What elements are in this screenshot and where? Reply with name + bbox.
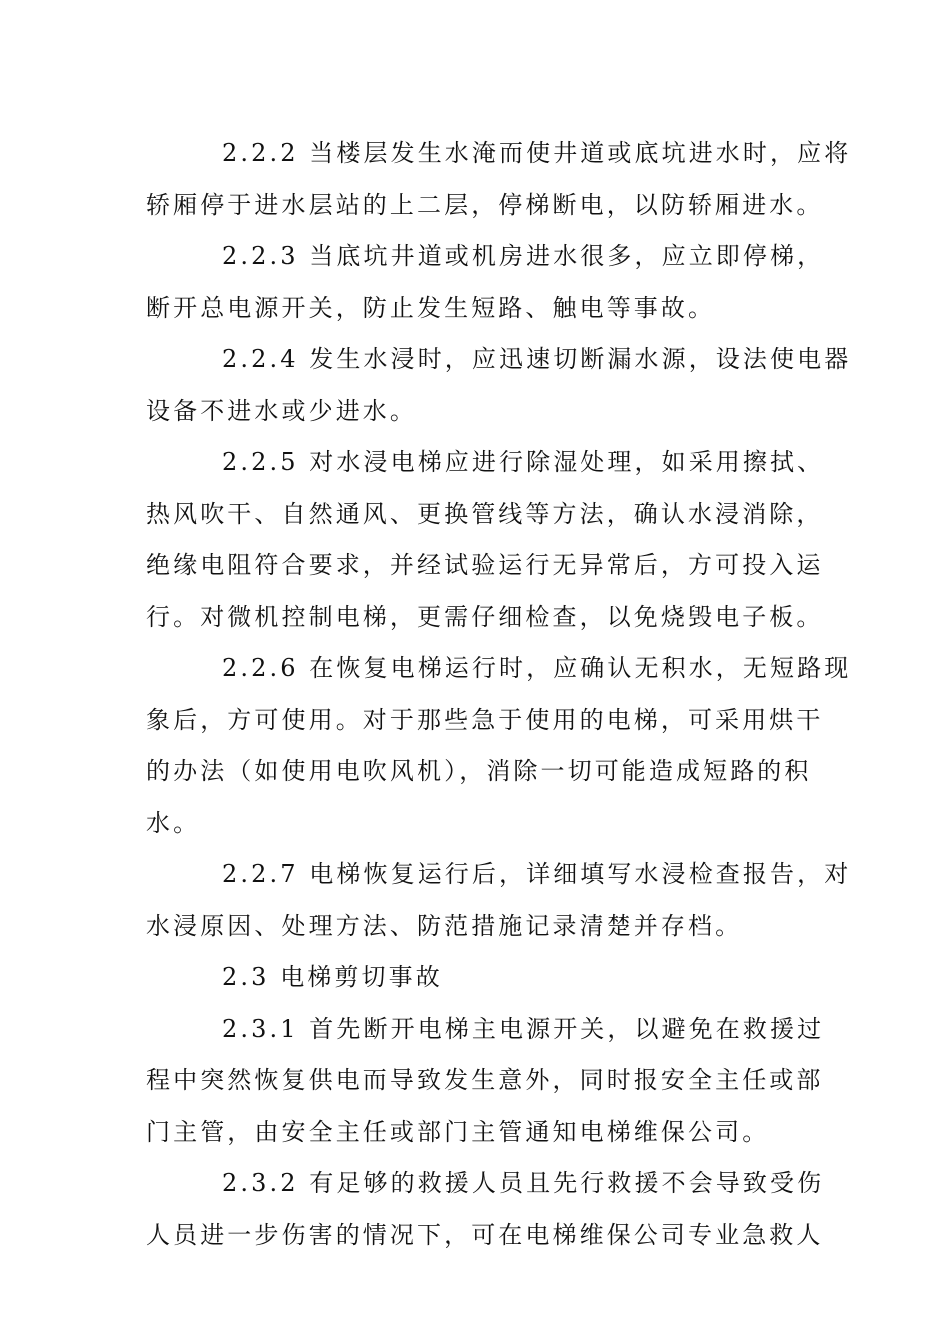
- paragraph-line: 2.2.7 电梯恢复运行后，详细填写水浸检查报告，对: [222, 860, 852, 888]
- paragraph-line: 行。对微机控制电梯，更需仔细检查，以免烧毁电子板。: [146, 602, 824, 631]
- paragraph-line: 象后，方可使用。对于那些急于使用的电梯，可采用烘干: [146, 705, 824, 734]
- paragraph-line: 轿厢停于进水层站的上二层，停梯断电，以防轿厢进水。: [146, 190, 824, 219]
- paragraph-2-2-2: [146, 128, 852, 231]
- paragraph-line: 水浸原因、处理方法、防范措施记录清楚并存档。: [146, 911, 743, 940]
- paragraph-2-3-1: [146, 1004, 825, 1159]
- paragraph-line: 断开总电源开关，防止发生短路、触电等事故。: [146, 293, 716, 322]
- paragraph-line: 绝缘电阻符合要求，并经试验运行无异常后，方可投入运: [146, 551, 824, 579]
- paragraph-line: 2.3.2 有足够的救援人员且先行救援不会导致受伤: [222, 1169, 825, 1197]
- paragraph-line: 水。: [146, 808, 201, 837]
- paragraph-line: 2.2.5 对水浸电梯应进行除湿处理，如采用擦拭、: [222, 448, 825, 476]
- paragraph-2-2-6: [146, 643, 852, 849]
- paragraph-line: 2.2.3 当底坑井道或机房进水很多，应立即停梯，: [222, 242, 825, 270]
- paragraph-line: 热风吹干、自然通风、更换管线等方法，确认水浸消除，: [146, 499, 824, 528]
- paragraph-2-2-7: [146, 849, 852, 952]
- paragraph-line: 设备不进水或少进水。: [146, 396, 417, 425]
- paragraph-line: 2.3.1 首先断开电梯主电源开关，以避免在救援过: [222, 1014, 825, 1043]
- paragraph-line: 程中突然恢复供电而导致发生意外，同时报安全主任或部: [146, 1066, 824, 1094]
- paragraph-line: 的办法（如使用电吹风机），消除一切可能造成短路的积: [146, 757, 812, 785]
- section-heading-text: 2.3 电梯剪切事故: [222, 963, 443, 991]
- paragraph-2-2-4: [146, 334, 852, 437]
- paragraph-line: 2.2.6 在恢复电梯运行时，应确认无积水，无短路现: [222, 654, 852, 682]
- paragraph-2-2-3: [146, 231, 825, 334]
- paragraph-line: 人员进一步伤害的情况下，可在电梯维保公司专业急救人: [146, 1220, 824, 1249]
- paragraph-line: 2.2.2 当楼层发生水淹而使井道或底坑进水时，应将: [222, 139, 852, 167]
- paragraph-line: 2.2.4 发生水浸时，应迅速切断漏水源，设法使电器: [222, 345, 852, 373]
- section-heading-2-3: [146, 952, 806, 1004]
- document-body: [146, 128, 852, 1261]
- paragraph-2-3-2: [146, 1158, 825, 1261]
- paragraph-line: 门主管，由安全主任或部门主管通知电梯维保公司。: [146, 1117, 770, 1146]
- paragraph-2-2-5: [146, 437, 825, 643]
